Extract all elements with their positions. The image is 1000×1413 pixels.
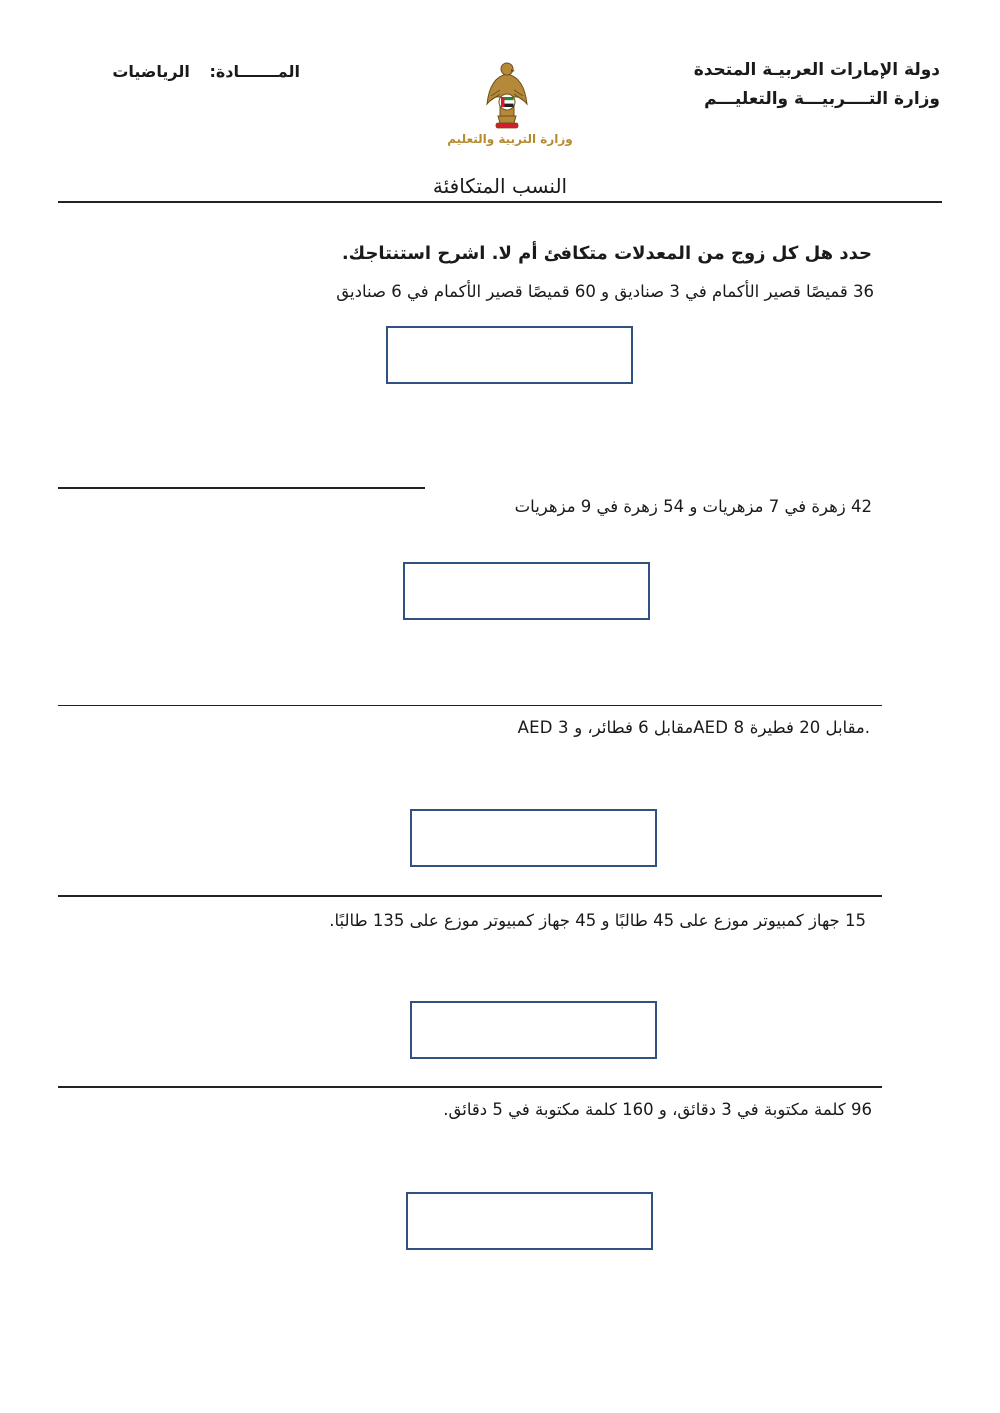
problem-1-divider xyxy=(58,487,425,489)
title-divider xyxy=(58,201,942,203)
problem-4-divider xyxy=(58,1086,882,1088)
subject-label: المـــــــادة: xyxy=(209,62,300,81)
ministry-logo-caption: وزارة التربية والتعليم xyxy=(447,132,573,146)
problem-3-divider xyxy=(58,895,882,897)
problem-4-answer-box[interactable] xyxy=(410,1001,657,1059)
uae-falcon-emblem-icon xyxy=(484,60,530,130)
subject-line xyxy=(60,62,300,81)
problem-3-text: AED 3 مقابل 6 فطائر، وAED 8 مقابل 20 فطيرة. xyxy=(517,718,870,737)
problem-5-answer-box[interactable] xyxy=(406,1192,653,1250)
problem-4-text: 15 جهاز كمبيوتر موزع على 45 طالبًا و 45 جهاز كمبيوتر موزع على 135 طالبًا. xyxy=(329,911,866,930)
subject-value: الرياضيات xyxy=(112,62,190,81)
problem-1-text: 36 قميصًا قصير الأكمام في 3 صناديق و 60 قميصًا قصير الأكمام في 6 صناديق xyxy=(336,282,874,301)
problem-2-divider xyxy=(58,705,882,706)
problem-2-text: 42 زهرة في 7 مزهريات و 54 زهرة في 9 مزهريات xyxy=(514,497,872,516)
worksheet-title: النسب المتكافئة xyxy=(432,174,568,198)
problem-2-answer-box[interactable] xyxy=(403,562,650,620)
problem-3-answer-box[interactable] xyxy=(410,809,657,867)
country-name: دولة الإمارات العربيـة المتحدة xyxy=(693,60,940,80)
ministry-name: وزارة التــــربيـــة والتعليـــم xyxy=(704,89,940,109)
problem-1-answer-box[interactable] xyxy=(386,326,633,384)
instruction-text: حدد هل كل زوج من المعدلات متكافئ أم لا. اشرح استنتاجك. xyxy=(341,243,872,264)
problem-5-text: 96 كلمة مكتوبة في 3 دقائق، و 160 كلمة مكتوبة في 5 دقائق. xyxy=(443,1100,872,1119)
